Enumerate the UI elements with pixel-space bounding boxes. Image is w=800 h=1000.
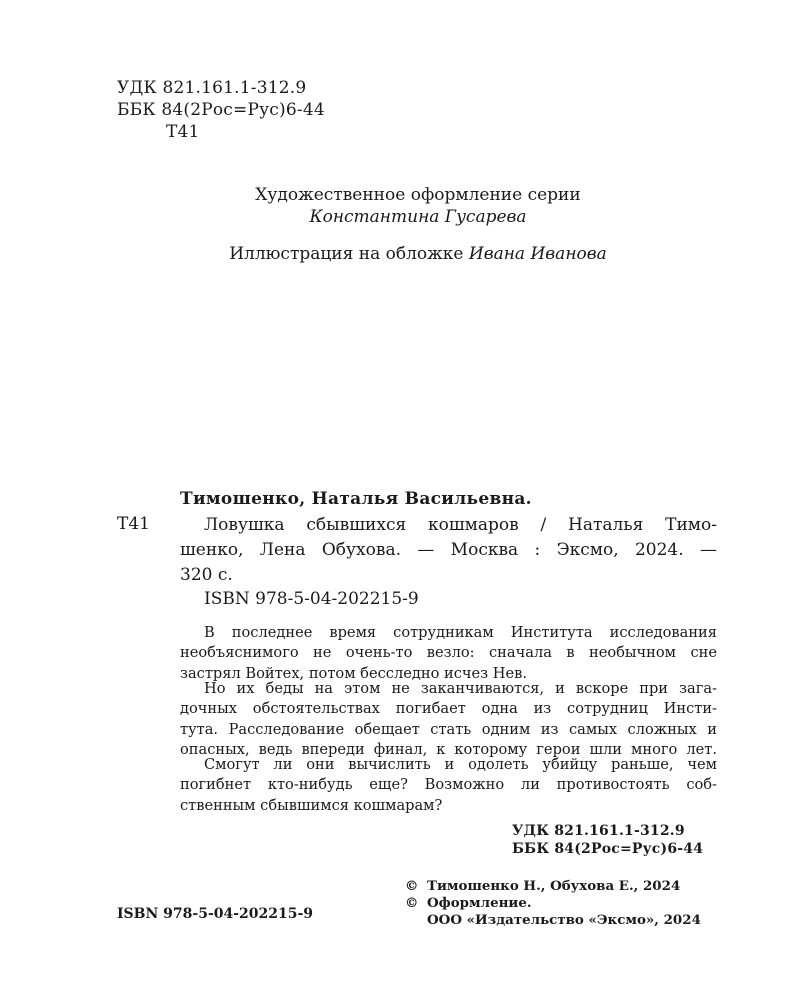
- copyright-publisher: ООО «Издательство «Эксмо», 2024: [427, 912, 701, 928]
- bbk-code: ББК 84(2Рос=Рус)6-44: [117, 100, 325, 120]
- annotation-paragraph-3: [180, 755, 717, 816]
- copyright-symbol: ©: [405, 895, 419, 911]
- annotation-line: опасных, ведь впереди финал, к которому герои шли много лет.: [180, 740, 717, 758]
- annotation-line: застрял Войтех, потом бесследно исчез Нев.: [180, 664, 528, 682]
- annotation-paragraph-1: [180, 623, 717, 684]
- annotation-line: дочных обстоятельствах погибает одна из сотрудниц Инсти-: [180, 700, 717, 718]
- series-designer-name: Константина Гусарева: [309, 207, 527, 227]
- cover-illustration-label: Иллюстрация на обложке: [229, 244, 464, 264]
- annotation-paragraph-2: [180, 679, 717, 760]
- bibliographic-line: шенко, Лена Обухова. — Москва : Эксмо, 2024. —: [180, 540, 717, 560]
- copyright-authors-line: [405, 878, 680, 895]
- annotation-line: Но их беды на этом не заканчиваются, и вскоре при зага-: [204, 680, 717, 697]
- isbn-footer: ISBN 978-5-04-202215-9: [117, 906, 314, 922]
- copyright-authors: Тимошенко Н., Обухова Е., 2024: [427, 878, 681, 894]
- bbk-code-bold: ББК 84(2Рос=Рус)6-44: [512, 841, 704, 857]
- annotation-line: Смогут ли они вычислить и одолеть убийцу раньше, чем: [204, 756, 717, 773]
- copyright-design-line: [405, 895, 532, 912]
- annotation-line: погибнет кто-нибудь еще? Возможно ли противостоять соб-: [180, 776, 717, 794]
- cover-illustration-credit: [0, 243, 800, 265]
- annotation-line: ственным сбывшимся кошмарам?: [180, 796, 443, 814]
- copyright-symbol: ©: [405, 878, 419, 894]
- copyright-design-label: Оформление.: [427, 895, 532, 911]
- udk-code: УДК 821.161.1-312.9: [117, 78, 307, 98]
- series-design-label: Художественное оформление серии: [255, 185, 581, 205]
- author-mark-code: Т41: [166, 122, 200, 142]
- udk-code-bold: УДК 821.161.1-312.9: [512, 823, 685, 839]
- isbn-record: ISBN 978-5-04-202215-9: [204, 589, 419, 609]
- cover-illustrator-name: Ивана Иванова: [468, 244, 607, 264]
- author-heading: Тимошенко, Наталья Васильевна.: [180, 489, 532, 509]
- annotation-line: необъяснимого не очень-то везло: сначала в необычном сне: [180, 644, 717, 662]
- annotation-line: В последнее время сотрудникам Института исследования: [204, 624, 717, 641]
- bibliographic-line: 320 с.: [180, 565, 233, 585]
- bibliographic-description: [180, 513, 717, 588]
- annotation-line: тута. Расследование обещает стать одним из самых сложных и: [180, 720, 717, 738]
- bibliographic-code: Т41: [117, 514, 150, 534]
- bibliographic-line: Ловушка сбывшихся кошмаров / Наталья Тимо-: [204, 515, 717, 535]
